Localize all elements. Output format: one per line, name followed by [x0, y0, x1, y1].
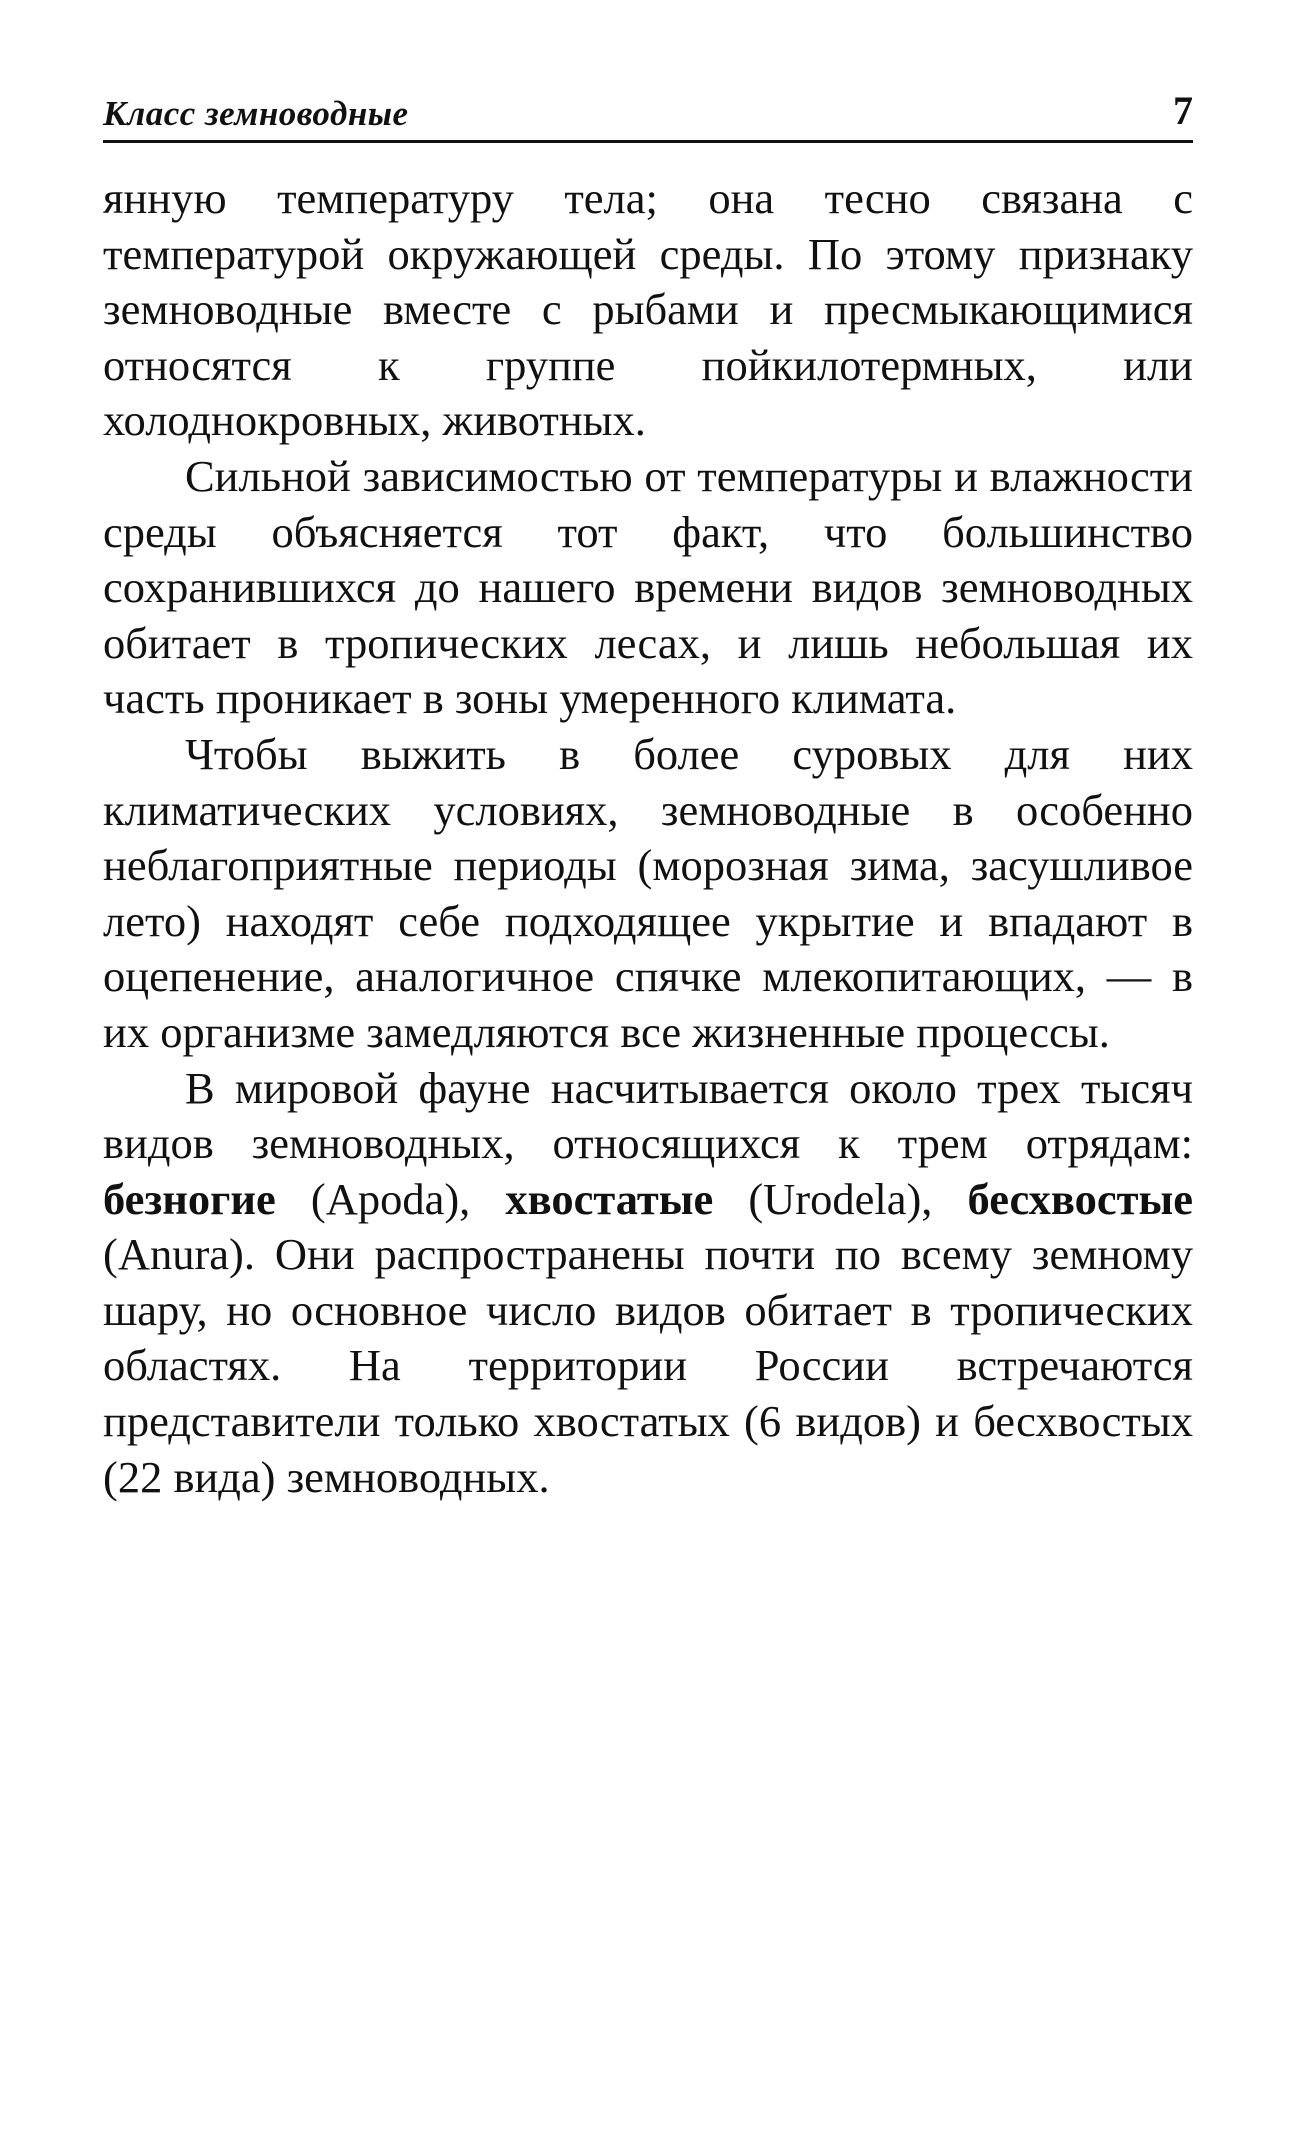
book-page: [103, 88, 1193, 1505]
paragraph-1: янную температуру тела; она тесно связана с температурой окружающей среды. По этому признаку земноводные вместе с рыбами и пресмыкающимися относятся к группе пойкилотермных, или холоднокровных, животных.: [103, 173, 1193, 446]
paragraph-4-text-4: (Anura). Они распространены почти по всему земному шару, но основное число видов обитает в тропических областях. На территории России встречаются представители только хвостатых (6 видов) и бесхвостых (22 вида) земноводных.: [103, 1229, 1193, 1502]
term-apoda: безногие: [103, 1173, 276, 1224]
paragraph-4: [103, 1061, 1193, 1506]
paragraph-4-text-2: (Apoda),: [275, 1173, 506, 1224]
page-number: 7: [1173, 88, 1193, 133]
term-urodela: хвостатые: [505, 1173, 714, 1224]
paragraph-2: Сильной зависимостью от температуры и влажности среды объясняется тот факт, что большинство сохранившихся до нашего времени видов земноводных обитает в тропических лесах, и лишь небольшая их часть проникает в зоны умеренного климата.: [103, 450, 1193, 724]
chapter-title: Класс земноводные: [103, 94, 409, 133]
paragraph-4-text-3: (Urodela),: [713, 1173, 968, 1224]
term-anura: бесхвостые: [967, 1173, 1193, 1224]
paragraph-3: Чтобы выжить в более суровых для них климатических условиях, земноводные в особенно неблагоприятные периоды (морозная зима, засушливое лето) находят себе подходящее укрытие и впадают в оцепенение, аналогичное спячке млекопитающих, — в их организме замедляются все жизненные процессы.: [103, 728, 1193, 1057]
body-text: [103, 171, 1193, 1505]
running-header: [103, 88, 1193, 143]
paragraph-4-text-1: В мировой фауне насчитывается около трех тысяч видов земноводных, относящихся к трем отрядам:: [103, 1062, 1193, 1169]
